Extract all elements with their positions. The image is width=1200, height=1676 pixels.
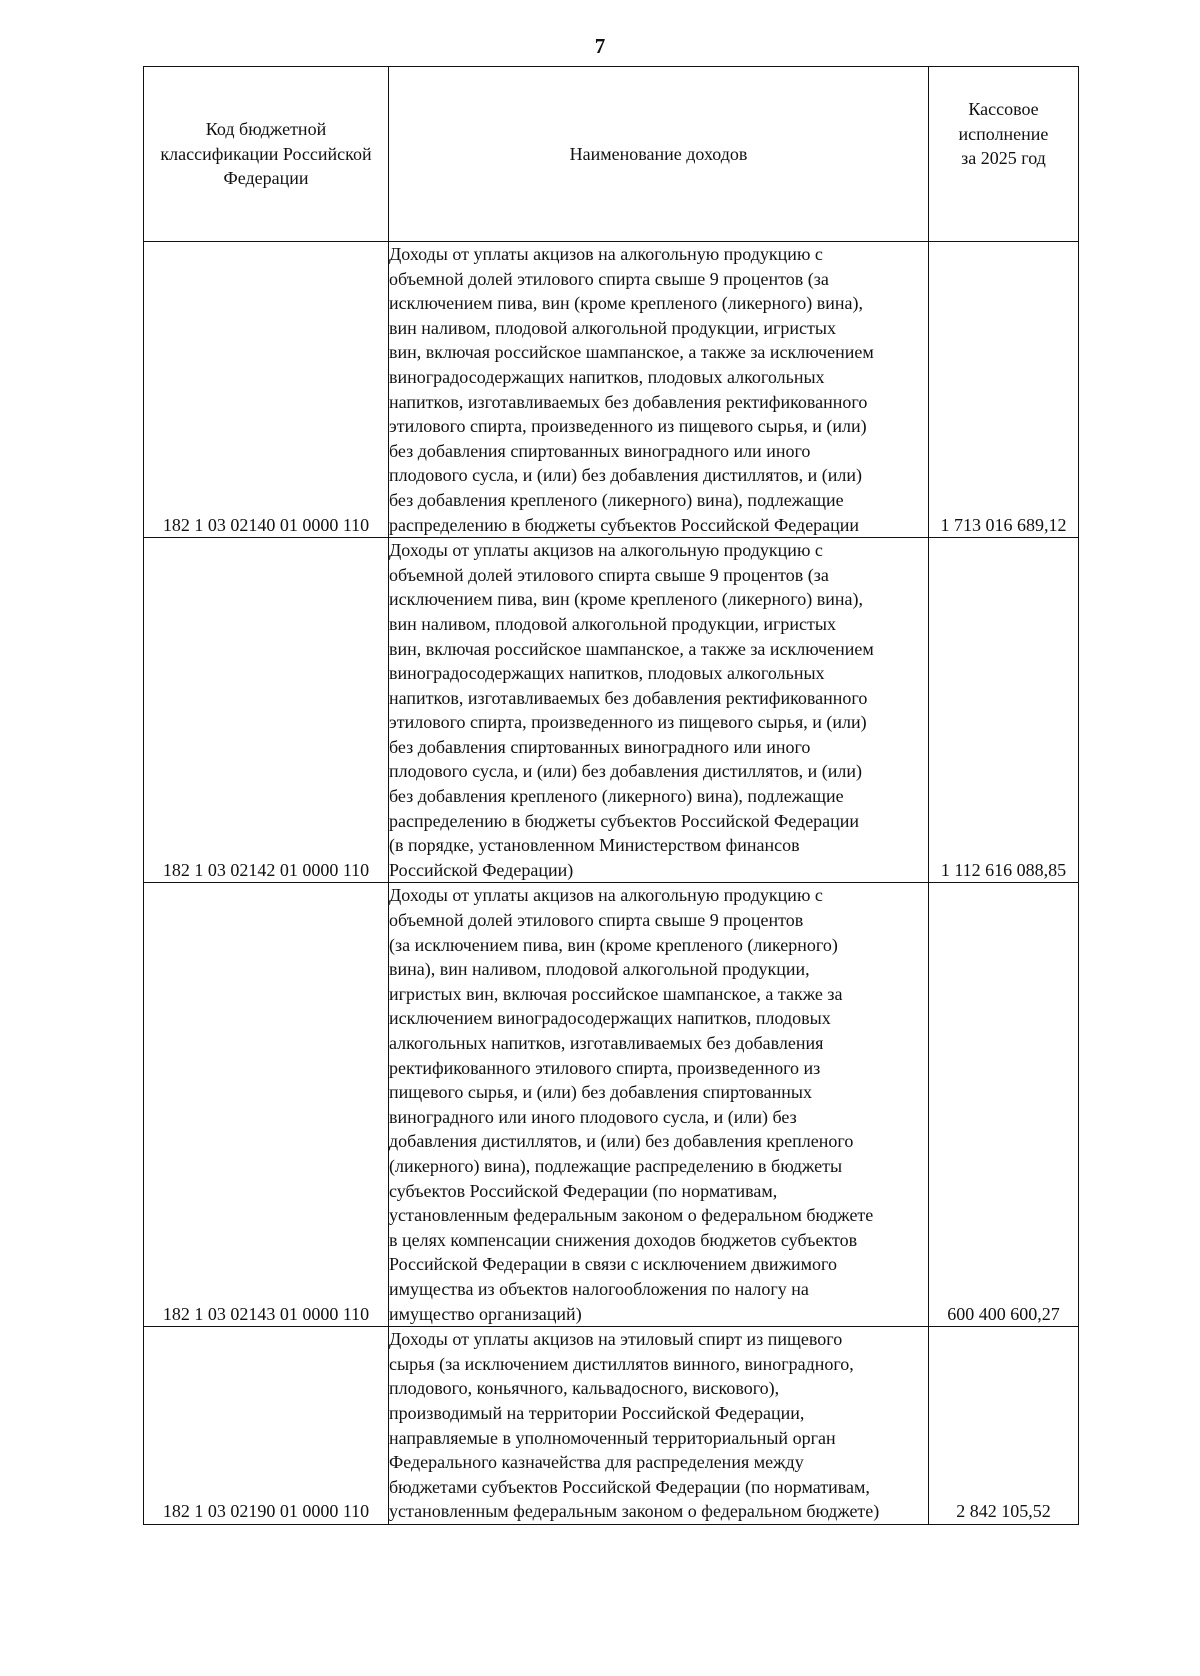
row-name	[389, 883, 929, 1327]
row-name-line: (за исключением пива, вин (кроме крепленого (ликерного)	[389, 934, 838, 955]
row-name-line: сырья (за исключением дистиллятов винного, виноградного,	[389, 1353, 854, 1374]
row-name-line: распределению в бюджеты субъектов Российской Федерации	[389, 810, 860, 831]
row-name-line: без добавления спиртованных виноградного или иного	[389, 736, 811, 757]
row-name-line: без добавления крепленого (ликерного) вина), подлежащие	[389, 786, 844, 807]
table-row	[144, 242, 1079, 538]
header-amount-line: за 2025 год	[961, 148, 1046, 169]
row-name-line: Доходы от уплаты акцизов на алкогольную продукцию с	[389, 244, 823, 264]
row-name-line: плодового сусла, и (или) без добавления дистиллятов, и (или)	[389, 465, 862, 486]
row-code: 182 1 03 02142 01 0000 110	[144, 538, 389, 883]
header-code-line: Код бюджетной	[205, 119, 327, 140]
header-name-text: Наименование доходов	[569, 143, 748, 164]
row-name-line: без добавления крепленого (ликерного) вина), подлежащие	[389, 489, 844, 510]
row-name-line: бюджетами субъектов Российской Федерации (по нормативам,	[389, 1476, 870, 1497]
row-name-line: Российской Федерации)	[389, 859, 574, 880]
row-name-line: виноградосодержащих напитков, плодовых алкогольных	[389, 366, 825, 387]
table-header-row	[144, 67, 1079, 242]
revenue-table	[143, 66, 1079, 1525]
row-name-line: установленным федеральным законом о федеральном бюджете)	[389, 1501, 880, 1522]
row-name-line: пищевого сырья, и (или) без добавления спиртованных	[389, 1082, 812, 1103]
row-name-line: виноградного или иного плодового сусла, и (или) без	[389, 1106, 797, 1127]
row-name-line: напитков, изготавливаемых без добавления ректификованного	[389, 687, 868, 708]
row-name-line: производимый на территории Российской Федерации,	[389, 1402, 805, 1423]
row-name-line: этилового спирта, произведенного из пищевого сырья, и (или)	[389, 416, 867, 437]
table-row	[144, 1327, 1079, 1525]
header-code-line: Федерации	[223, 168, 309, 189]
row-name-line: исключением пива, вин (кроме крепленого (ликерного) вина),	[389, 293, 863, 314]
row-name-line: исключением виноградосодержащих напитков, плодовых	[389, 1008, 831, 1029]
row-name-line: добавления дистиллятов, и (или) без добавления крепленого	[389, 1131, 854, 1152]
row-name-line: игристых вин, включая российское шампанское, а также за	[389, 983, 843, 1004]
row-name-line: вин, включая российское шампанское, а также за исключением	[389, 342, 874, 363]
row-code: 182 1 03 02143 01 0000 110	[144, 883, 389, 1327]
row-name-line: Доходы от уплаты акцизов на алкогольную продукцию с	[389, 885, 823, 906]
header-name	[389, 67, 929, 242]
row-name-line: Федерального казначейства для распределения между	[389, 1452, 804, 1473]
row-name-line: плодового, коньячного, кальвадосного, вискового),	[389, 1378, 780, 1399]
row-name-line: алкогольных напитков, изготавливаемых без добавления	[389, 1033, 824, 1053]
row-name-line: установленным федеральным законом о федеральном бюджете	[389, 1205, 874, 1226]
row-name-line: виноградосодержащих напитков, плодовых алкогольных	[389, 663, 825, 684]
page-number: 7	[594, 34, 606, 58]
row-name-line: напитков, изготавливаемых без добавления ректификованного	[389, 391, 868, 412]
table-row	[144, 883, 1079, 1327]
row-name-line: ректификованного этилового спирта, произведенного из	[389, 1057, 821, 1078]
row-name	[389, 538, 929, 883]
row-name-line: вин наливом, плодовой алкогольной продукции, игристых	[389, 613, 836, 634]
row-name-line: направляемые в уполномоченный территориальный орган	[389, 1427, 836, 1448]
row-name-line: субъектов Российской Федерации (по нормативам,	[389, 1180, 778, 1201]
row-name	[389, 242, 929, 538]
row-name-line: объемной долей этилового спирта свыше 9 процентов (за	[389, 268, 829, 289]
row-name-line: объемной долей этилового спирта свыше 9 процентов	[389, 910, 804, 931]
row-name-line: Доходы от уплаты акцизов на этиловый спирт из пищевого	[389, 1329, 843, 1350]
row-name-line: (в порядке, установленном Министерством финансов	[389, 835, 800, 856]
header-amount	[929, 67, 1079, 242]
row-name	[389, 1327, 929, 1525]
row-name-line: вин наливом, плодовой алкогольной продукции, игристых	[389, 317, 836, 338]
row-name-line: этилового спирта, произведенного из пищевого сырья, и (или)	[389, 712, 867, 733]
row-amount: 2 842 105,52	[929, 1327, 1079, 1525]
row-name-line: имущество организаций)	[389, 1303, 582, 1324]
table-row	[144, 538, 1079, 883]
row-amount: 600 400 600,27	[929, 883, 1079, 1327]
row-name-line: исключением пива, вин (кроме крепленого (ликерного) вина),	[389, 589, 863, 610]
row-name-line: Доходы от уплаты акцизов на алкогольную продукцию с	[389, 540, 823, 561]
table-body	[144, 242, 1079, 1525]
row-code: 182 1 03 02190 01 0000 110	[144, 1327, 389, 1525]
header-code-line: классификации Российской	[160, 143, 372, 164]
header-code	[144, 67, 389, 242]
header-amount-line: Кассовое	[968, 99, 1039, 119]
row-name-line: без добавления спиртованных виноградного или иного	[389, 440, 811, 461]
row-amount: 1 713 016 689,12	[929, 242, 1079, 538]
row-name-line: вин, включая российское шампанское, а также за исключением	[389, 638, 874, 659]
row-name-line: распределению в бюджеты субъектов Российской Федерации	[389, 514, 860, 535]
row-name-line: Российской Федерации в связи с исключением движимого	[389, 1254, 837, 1275]
row-amount: 1 112 616 088,85	[929, 538, 1079, 883]
row-name-line: (ликерного) вина), подлежащие распределению в бюджеты	[389, 1155, 843, 1176]
row-code: 182 1 03 02140 01 0000 110	[144, 242, 389, 538]
row-name-line: вина), вин наливом, плодовой алкогольной продукции,	[389, 959, 810, 980]
row-name-line: плодового сусла, и (или) без добавления дистиллятов, и (или)	[389, 761, 862, 782]
row-name-line: имущества из объектов налогообложения по налогу на	[389, 1278, 809, 1299]
header-amount-line: исполнение	[958, 123, 1049, 144]
row-name-line: в целях компенсации снижения доходов бюджетов субъектов	[389, 1229, 858, 1250]
row-name-line: объемной долей этилового спирта свыше 9 процентов (за	[389, 564, 829, 585]
